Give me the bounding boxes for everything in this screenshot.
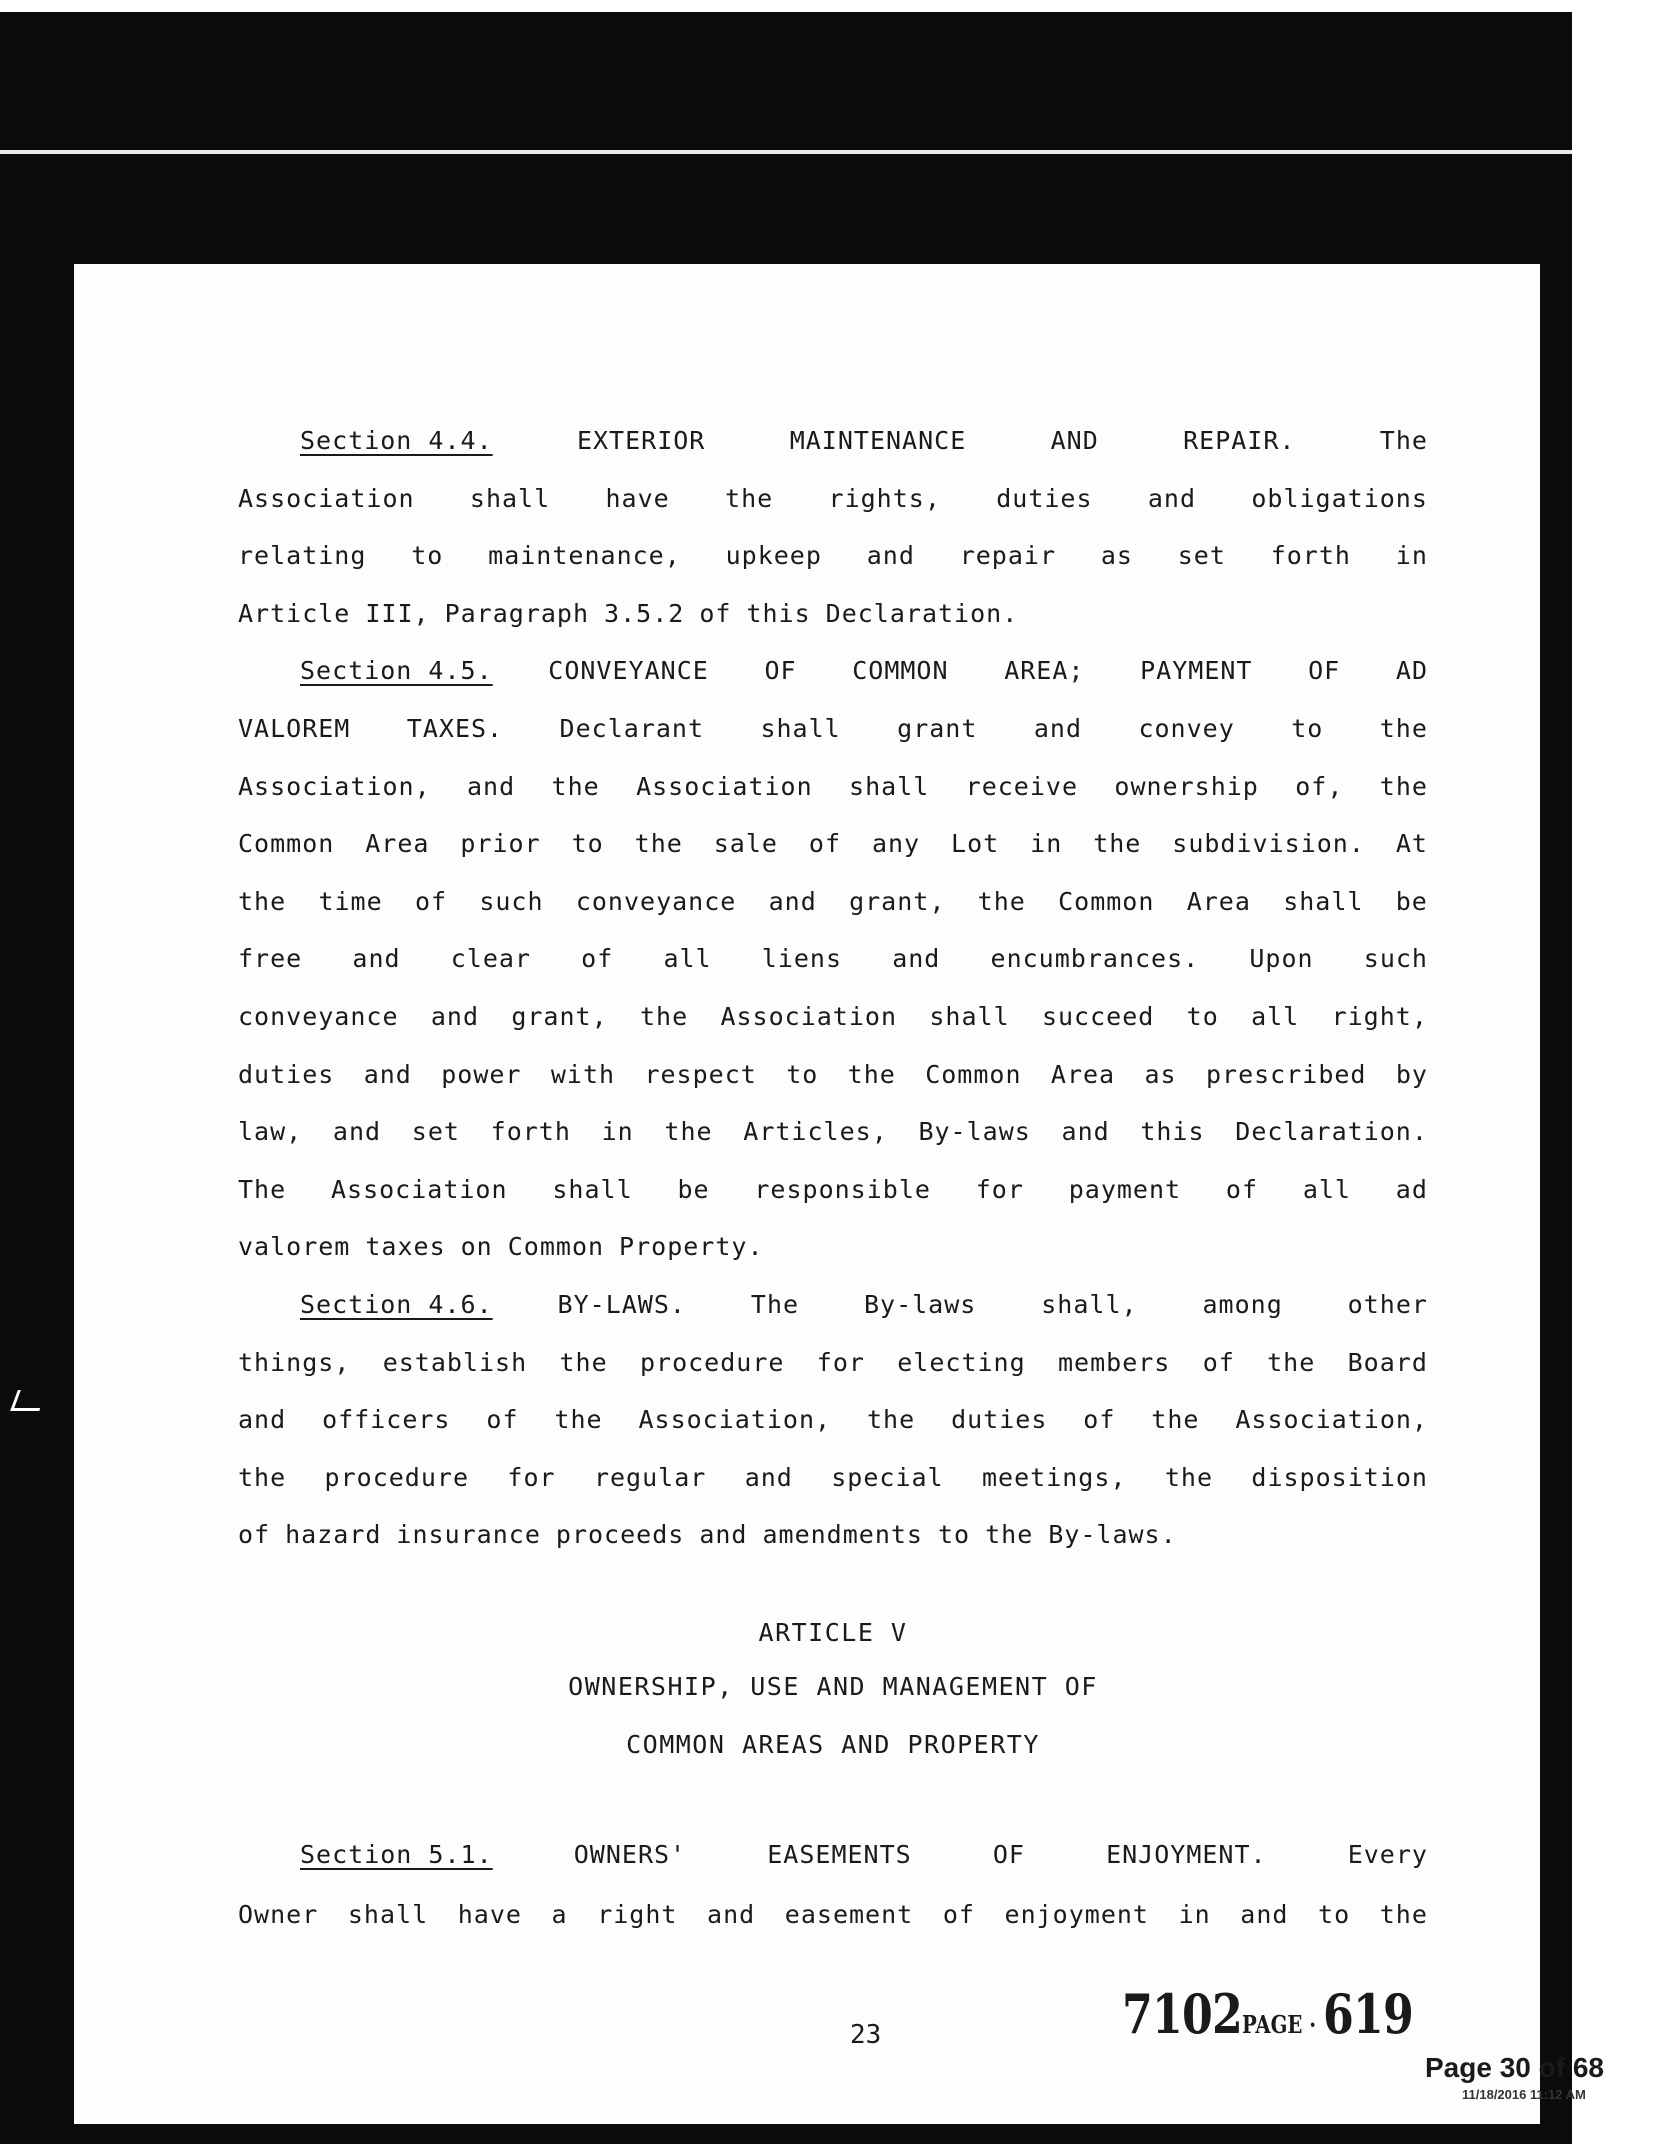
- text-line: Owner shall have a right and easement of enjoyment in and to the: [238, 1900, 1428, 1929]
- book-page: 619: [1322, 1982, 1413, 2046]
- article-title-line-2: COMMON AREAS AND PROPERTY: [626, 1730, 1040, 1759]
- page-timestamp: 11/18/2016 11:12 AM: [1462, 2087, 1586, 2102]
- text-line: Article III, Paragraph 3.5.2 of this Declaration.: [238, 598, 1019, 628]
- text-line: of hazard insurance proceeds and amendments to the By-laws.: [238, 1520, 1177, 1550]
- section-heading: Section 4.5.: [300, 656, 493, 686]
- text-line: Association shall have the rights, duties and obligations: [238, 483, 1428, 513]
- scan-divider-line: [0, 150, 1572, 154]
- page-number: 23: [850, 2020, 882, 2050]
- text-line: conveyance and grant, the Association shall succeed to all right,: [238, 1002, 1428, 1031]
- scan-top-border: [0, 12, 1572, 234]
- text-line: and officers of the Association, the duties of the Association,: [238, 1405, 1428, 1435]
- text-line: things, establish the procedure for electing members of the Board: [238, 1347, 1428, 1377]
- text-line: free and clear of all liens and encumbrances. Upon such: [238, 944, 1428, 974]
- text-line: duties and power with respect to the Common Area as prescribed by: [238, 1059, 1428, 1089]
- text-line: Association, and the Association shall receive ownership of, the: [238, 771, 1428, 801]
- page-count-label: Page 30 of 68: [1425, 2052, 1604, 2083]
- text-line: Section 4.6. BY-LAWS. The By-laws shall, among other: [300, 1290, 1428, 1319]
- article-number: ARTICLE V: [758, 1618, 908, 1647]
- text-line: Section 5.1. OWNERS' EASEMENTS OF ENJOYMENT. Every: [300, 1840, 1428, 1869]
- text-line: relating to maintenance, upkeep and repair as set forth in: [238, 541, 1428, 571]
- text-line: the time of such conveyance and grant, the Common Area shall be: [238, 886, 1428, 916]
- text-line: Section 4.5. CONVEYANCE OF COMMON AREA; PAYMENT OF AD: [300, 656, 1428, 686]
- text-line: Common Area prior to the sale of any Lot in the subdivision. At: [238, 829, 1428, 859]
- text-line: The Association shall be responsible for payment of all ad: [238, 1174, 1428, 1204]
- section-heading: Section 5.1.: [300, 1840, 493, 1869]
- article-title-line-1: OWNERSHIP, USE AND MANAGEMENT OF: [568, 1672, 1098, 1701]
- text-line: Section 4.4. EXTERIOR MAINTENANCE AND REPAIR. The: [300, 426, 1428, 455]
- book-page-label: PAGE: [1241, 2010, 1303, 2039]
- book-number: 7102: [1122, 1982, 1242, 2046]
- text-line: valorem taxes on Common Property.: [238, 1232, 764, 1262]
- text-line: law, and set forth in the Articles, By-laws and this Declaration.: [238, 1117, 1428, 1147]
- section-heading: Section 4.4.: [300, 426, 493, 455]
- book-page-stamp: 7102PAGE · 619: [1122, 1982, 1413, 2046]
- text-line: VALOREM TAXES. Declarant shall grant and convey to the: [238, 714, 1428, 743]
- section-heading: Section 4.6.: [300, 1290, 493, 1319]
- text-line: the procedure for regular and special meetings, the disposition: [238, 1462, 1428, 1492]
